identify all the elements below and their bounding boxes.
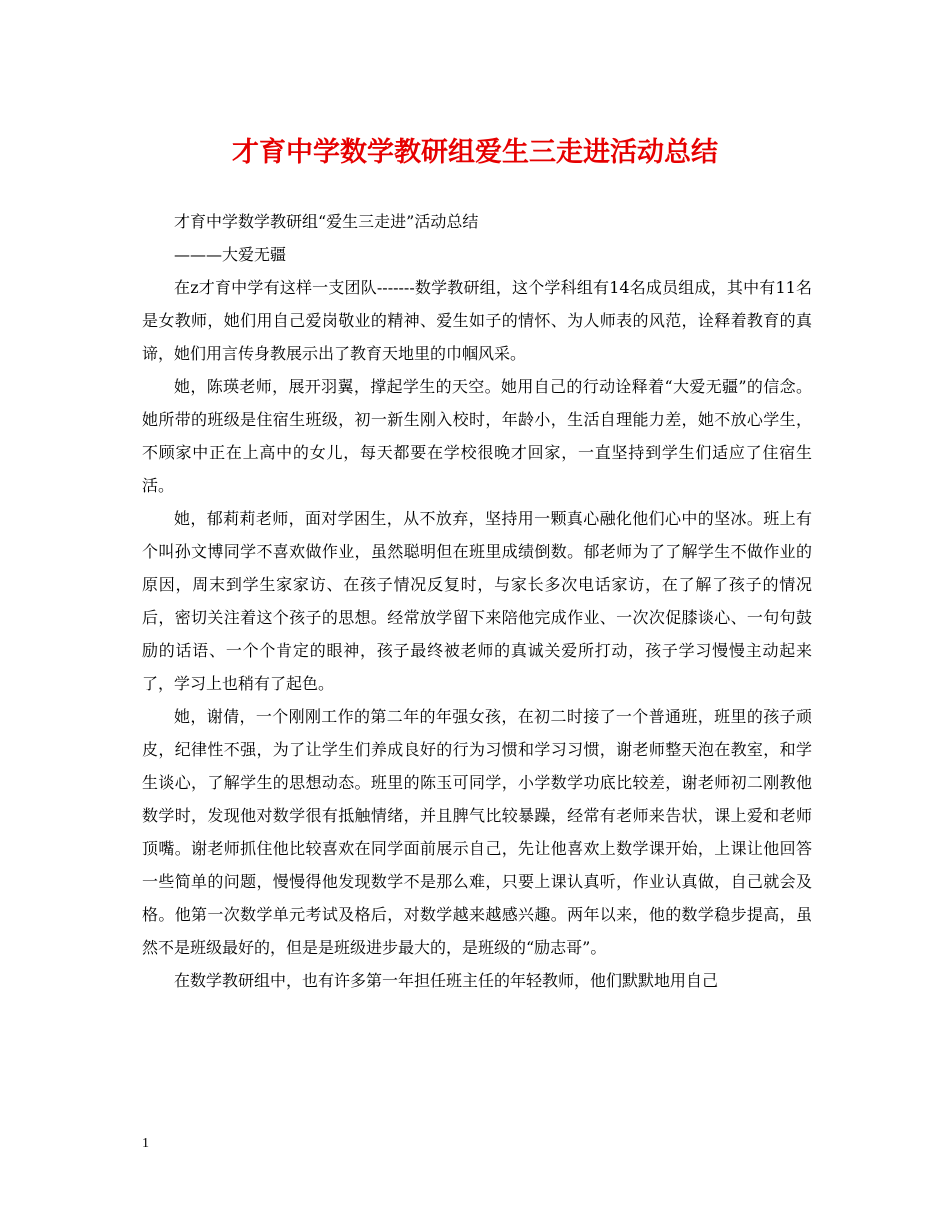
paragraph-chen-ying: 她，陈瑛老师，展开羽翼，撑起学生的天空。她用自己的行动诠释着“大爱无疆”的信念。她所带的班级是住宿生班级，初一新生刚入校时，年龄小，生活自理能力差，她不放心学生，不顾家中正在上高中的女儿，每天都要在学校很晚才回家，一直坚持到学生们适应了住宿生活。 <box>142 377 812 495</box>
subtitle-dash-line: ———大爱无疆 <box>174 245 287 264</box>
document-body <box>142 205 812 997</box>
paragraph-yu-lili: 她，郁莉莉老师，面对学困生，从不放弃，坚持用一颗真心融化他们心中的坚冰。班上有个叫孙文博同学不喜欢做作业，虽然聪明但在班里成绩倒数。郁老师为了了解学生不做作业的原因，周末到学生家家访、在孩子情况反复时，与家长多次电话家访，在了解了孩子的情况后，密切关注着这个孩子的思想。经常放学留下来陪他完成作业、一次次促膝谈心、一句句鼓励的话语、一个个肯定的眼神，孩子最终被老师的真诚关爱所打动，孩子学习慢慢主动起来了，学习上也稍有了起色。 <box>142 509 812 693</box>
paragraph-xie-qian: 她，谢倩，一个刚刚工作的第二年的年强女孩，在初二时接了一个普通班，班里的孩子顽皮，纪律性不强，为了让学生们养成良好的行为习惯和学习习惯，谢老师整天泡在教室，和学生谈心，了解学生的思想动态。班里的陈玉可同学，小学数学功底比较差，谢老师初二刚教他数学时，发现他对数学很有抵触情绪，并且脾气比较暴躁，经常有老师来告状，课上爱和老师顶嘴。谢老师抓住他比较喜欢在同学面前展示自己，先让他喜欢上数学课开始，上课让他回答一些简单的问题，慢慢得他发现数学不是那么难，只要上课认真听，作业认真做，自己就会及格。他第一次数学单元考试及格后，对数学越来越感兴趣。两年以来，他的数学稳步提高，虽然不是班级最好的，但是是班级进步最大的，是班级的“励志哥”。 <box>142 707 812 957</box>
page-number: 1 <box>142 1136 149 1151</box>
document-title: 才育中学数学教研组爱生三走进活动总结 <box>232 137 718 168</box>
paragraph-young-teachers: 在数学教研组中，也有许多第一年担任班主任的年轻教师，他们默默地用自己 <box>174 971 719 990</box>
subtitle-line: 才育中学数学教研组“爱生三走进”活动总结 <box>174 212 479 231</box>
paragraph-intro: 在z才育中学有这样一支团队-------数学教研组，这个学科组有14名成员组成，其中有11名是女教师，她们用自己爱岗敬业的精神、爱生如子的情怀、为人师表的风范，诠释着教育的真谛，她们用言传身教展示出了教育天地里的巾帼风采。 <box>142 278 812 363</box>
